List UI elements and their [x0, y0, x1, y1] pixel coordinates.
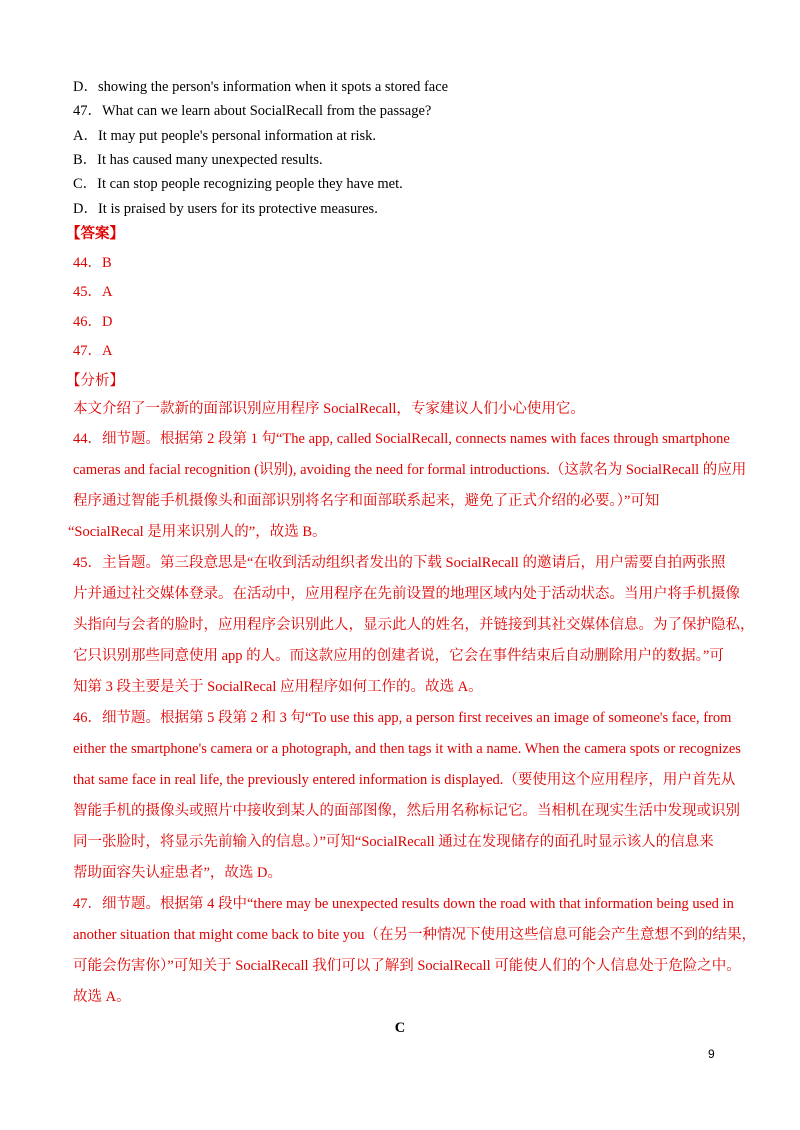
analysis-line: 可能会伤害你）”可知关于 SocialRecall 我们可以了解到 SocialRecall 可能使人们的个人信息处于危险之中。 [73, 958, 741, 974]
question-47-option-c: C．It can stop people recognizing people they have met. [73, 176, 403, 192]
analysis-line: 本文介绍了一款新的面部识别应用程序 SocialRecall，专家建议人们小心使用它。 [73, 401, 585, 417]
analysis-line: either the smartphone's camera or a photograph, and then tags it with a name. When the camera spots or recognizes [73, 741, 741, 757]
analysis-line: cameras and facial recognition (识别), avoiding the need for formal introductions.（这款名为 SocialRecall 的应用 [73, 462, 747, 478]
page-number: 9 [708, 1047, 715, 1061]
analysis-line: 故选 A。 [73, 989, 131, 1005]
section-heading-c: C [394, 1020, 406, 1036]
analysis-line: 智能手机的摄像头或照片中接收到某人的面部图像，然后用名称标记它。当相机在现实生活中发现或识别 [73, 803, 740, 819]
analysis-line: 片并通过社交媒体登录。在活动中，应用程序在先前设置的地理区域内处于活动状态。当用户将手机摄像 [73, 586, 740, 602]
answer-item-45: 45．A [73, 284, 113, 300]
analysis-line: 头指向与会者的脸时，应用程序会识别此人，显示此人的姓名，并链接到其社交媒体信息。为了保护隐私， [73, 617, 755, 633]
question-46-option-d: D．showing the person's information when it spots a stored face [73, 79, 449, 95]
question-47-option-a: A．It may put people's personal information at risk. [73, 128, 377, 144]
analysis-line: 47．细节题。根据第 4 段中“there may be unexpected results down the road with that information being used in [73, 896, 734, 912]
answer-heading: 【答案】 [66, 226, 124, 242]
analysis-line: 帮助面容失认症患者”，故选 D。 [73, 865, 283, 881]
analysis-line: 45．主旨题。第三段意思是“在收到活动组织者发出的下载 SocialRecall 的邀请后，用户需要自拍两张照 [73, 555, 726, 571]
analysis-line: 知第 3 段主要是关于 SocialRecal 应用程序如何工作的。故选 A。 [73, 679, 483, 695]
analysis-line: 程序通过智能手机摄像头和面部识别将名字和面部联系起来，避免了正式介绍的必要。）”可知 [73, 493, 660, 509]
answer-item-47: 47．A [73, 343, 113, 359]
analysis-line: 46．细节题。根据第 5 段第 2 和 3 句“To use this app, a person first receives an image of someone's face, from [73, 710, 732, 726]
question-47-option-d: D．It is praised by users for its protective measures. [73, 201, 378, 217]
question-47-option-b: B．It has caused many unexpected results. [73, 152, 323, 168]
analysis-line: 44．细节题。根据第 2 段第 1 句“The app, called SocialRecall, connects names with faces through smartphone [73, 431, 730, 447]
answer-item-44: 44．B [73, 255, 112, 271]
analysis-line: 它只识别那些同意使用 app 的人。而这款应用的创建者说，它会在事件结束后自动删除用户的数据。”可 [73, 648, 724, 664]
analysis-heading: 【分析】 [66, 373, 124, 389]
analysis-line: another situation that might come back to bite you（在另一种情况下使用这些信息可能会产生意想不到的结果， [73, 927, 757, 943]
analysis-line: 同一张脸时，将显示先前输入的信息。）”可知“SocialRecall 通过在发现储存的面孔时显示该人的信息来 [73, 834, 714, 850]
question-47-stem: 47．What can we learn about SocialRecall from the passage? [73, 103, 432, 119]
analysis-line: that same face in real life, the previously entered information is displayed.（要使用这个应用程序，用户首先从 [73, 772, 736, 788]
analysis-line: “SocialRecal 是用来识别人的”，故选 B。 [68, 524, 327, 540]
answer-item-46: 46．D [73, 314, 113, 330]
